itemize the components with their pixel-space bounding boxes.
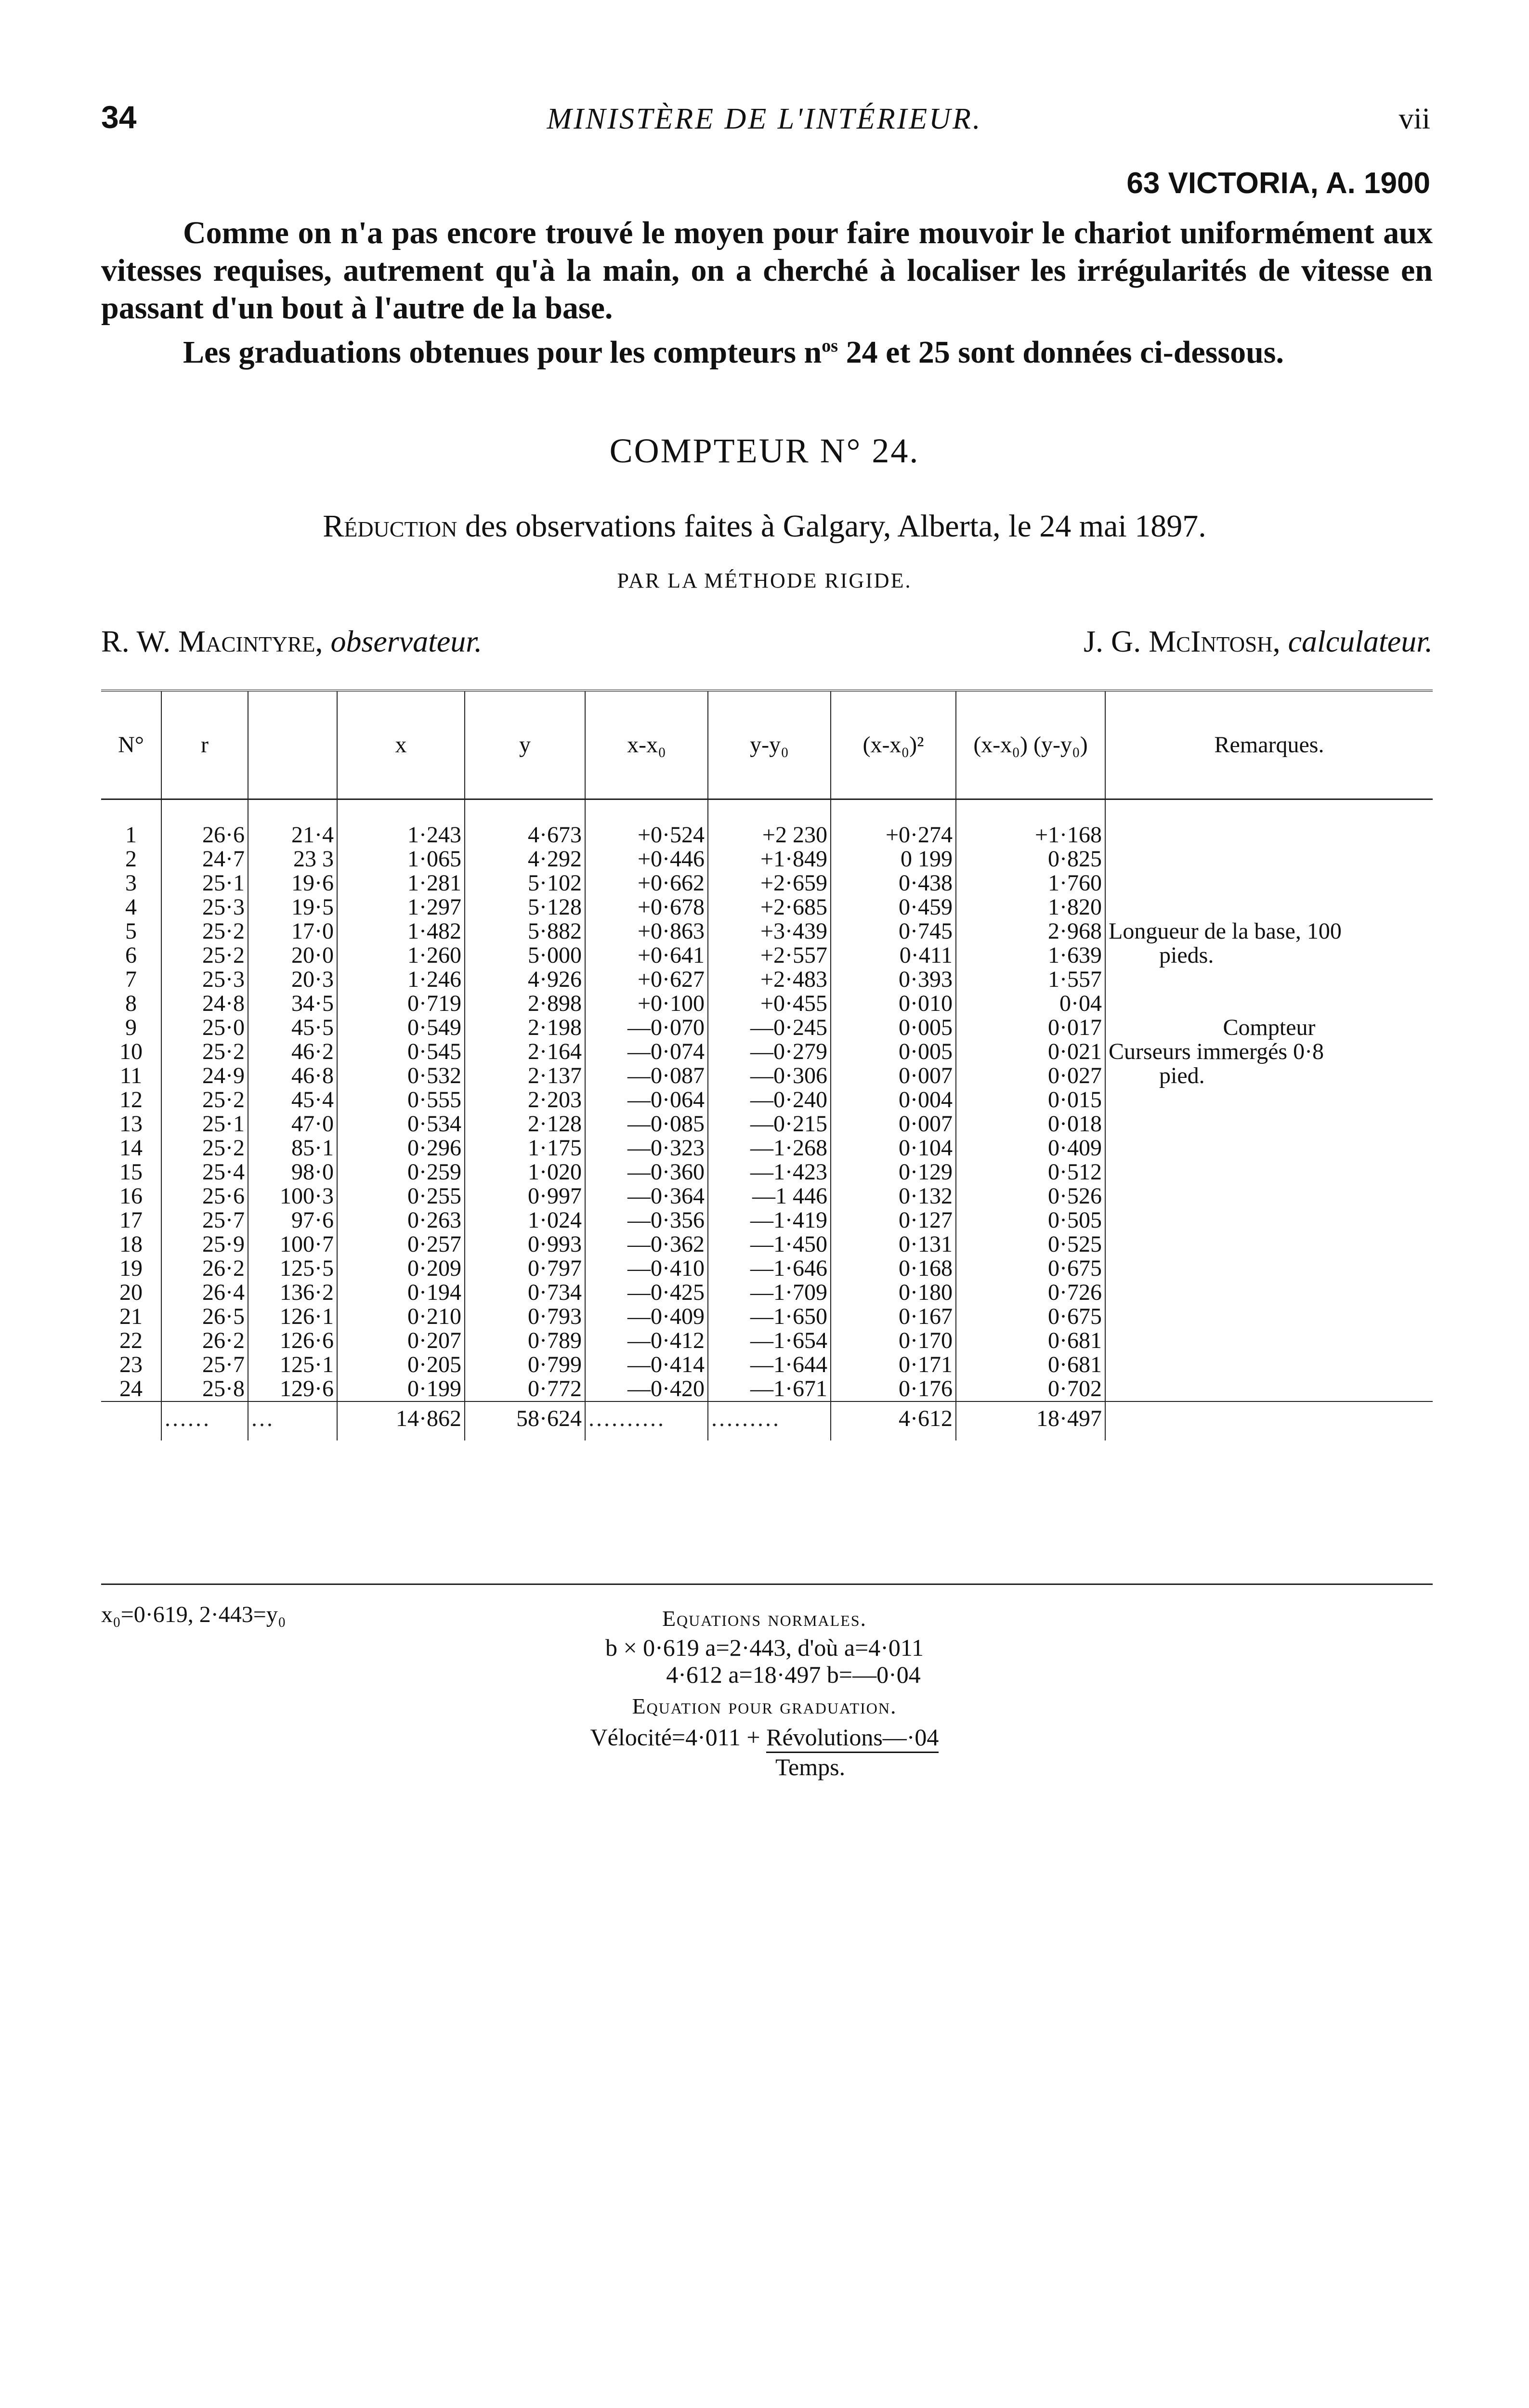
squared-value: 0·104 <box>831 1136 956 1160</box>
x-value: 0·549 <box>337 1016 465 1040</box>
x-minus-x0-value: +0·641 <box>585 943 708 968</box>
product-value: 1·820 <box>956 895 1105 919</box>
normal-equations-title-text: Equations normales. <box>662 1606 867 1631</box>
row-number: 7 <box>125 966 137 992</box>
y-minus-y0-value: —1·654 <box>708 1329 831 1353</box>
y-value: 2·137 <box>465 1064 585 1088</box>
squared-value: 0·132 <box>831 1184 956 1208</box>
totals-y-minus-y0: ......... <box>708 1401 831 1440</box>
second-value: 47·0 <box>248 1112 337 1136</box>
r-value: 25·7 <box>161 1353 248 1377</box>
product-value: 0·681 <box>956 1353 1105 1377</box>
product-value: 0·525 <box>956 1232 1105 1256</box>
row-number: 16 <box>119 1183 143 1209</box>
y-value: 2·203 <box>465 1088 585 1112</box>
squared-value: 0·459 <box>831 895 956 919</box>
table-row <box>101 823 1433 847</box>
x-minus-x0-value: +0·100 <box>585 992 708 1016</box>
y-minus-y0-value: —1·423 <box>708 1160 831 1184</box>
squared-value: 0·745 <box>831 919 956 943</box>
second-value: 85·1 <box>248 1136 337 1160</box>
x-minus-x0-value: —0·360 <box>585 1160 708 1184</box>
spacer-row <box>101 799 1433 823</box>
header-r: r <box>161 691 248 799</box>
row-number: 20 <box>119 1279 143 1305</box>
second-value: 126·6 <box>248 1329 337 1353</box>
observations-table <box>101 690 1433 1440</box>
second-value: 20·3 <box>248 968 337 992</box>
header-x: x <box>337 691 465 799</box>
y-value: 1·024 <box>465 1208 585 1232</box>
product-value: 0·675 <box>956 1305 1105 1329</box>
x-minus-x0-value: —0·410 <box>585 1256 708 1281</box>
intro-paragraph-2-sup: os <box>822 336 838 356</box>
x-value: 1·281 <box>337 871 465 895</box>
r-value: 25·2 <box>161 919 248 943</box>
totals-x-minus-x0: .......... <box>585 1401 708 1440</box>
x-value: 0·719 <box>337 992 465 1016</box>
product-value: +1·168 <box>956 823 1105 847</box>
x-value: 0·194 <box>337 1281 465 1305</box>
r-value: 25·3 <box>161 895 248 919</box>
remark-curseurs-line-1: Curseurs immergés 0·8 <box>1109 1038 1324 1064</box>
methode-subtitle: PAR LA MÉTHODE RIGIDE. <box>617 569 912 592</box>
row-number: 12 <box>119 1086 143 1112</box>
reduction-line <box>0 508 1529 545</box>
squared-value: 0·180 <box>831 1281 956 1305</box>
product-value: 0·702 <box>956 1377 1105 1401</box>
remark-compteur <box>1109 1016 1430 1040</box>
x-value: 0·259 <box>337 1160 465 1184</box>
second-value: 100·3 <box>248 1184 337 1208</box>
squared-value: 0·171 <box>831 1353 956 1377</box>
y-value: 0·799 <box>465 1353 585 1377</box>
x-value: 1·297 <box>337 895 465 919</box>
session-label: 63 VICTORIA, A. 1900 <box>1126 167 1430 200</box>
x-value: 0·205 <box>337 1353 465 1377</box>
reduction-rest: des observations faites à Galgary, Alberta, le 24 mai 1897. <box>457 509 1206 544</box>
row-number: 10 <box>119 1038 143 1064</box>
y-value: 2·198 <box>465 1016 585 1040</box>
x-minus-x0-value: +0·524 <box>585 823 708 847</box>
product-value: 2·968 <box>956 919 1105 943</box>
totals-second: ... <box>248 1401 337 1440</box>
y-minus-y0-value: +2·557 <box>708 943 831 968</box>
product-value: 0·021 <box>956 1040 1105 1064</box>
product-value: 0·017 <box>956 1016 1105 1040</box>
r-value: 25·6 <box>161 1184 248 1208</box>
compteur-title: COMPTEUR N° 24. <box>609 432 920 470</box>
totals-y: 58·624 <box>465 1401 585 1440</box>
x-minus-x0-value: —0·323 <box>585 1136 708 1160</box>
y-value: 1·175 <box>465 1136 585 1160</box>
second-value: 100·7 <box>248 1232 337 1256</box>
squared-value: 0·004 <box>831 1088 956 1112</box>
second-value: 21·4 <box>248 823 337 847</box>
x-value: 1·243 <box>337 823 465 847</box>
y-value: 5·882 <box>465 919 585 943</box>
x-value: 1·482 <box>337 919 465 943</box>
x-minus-x0-value: +0·863 <box>585 919 708 943</box>
remark-curseurs <box>1109 1040 1430 1064</box>
squared-value: 0·005 <box>831 1040 956 1064</box>
r-value: 26·5 <box>161 1305 248 1329</box>
x-value: 0·255 <box>337 1184 465 1208</box>
y-minus-y0-value: —1·646 <box>708 1256 831 1281</box>
x-minus-x0-value: +0·627 <box>585 968 708 992</box>
second-value: 46·8 <box>248 1064 337 1088</box>
x-value: 1·260 <box>337 943 465 968</box>
y-value: 1·020 <box>465 1160 585 1184</box>
y-value: 0·797 <box>465 1256 585 1281</box>
second-value: 23 3 <box>248 847 337 871</box>
row-number: 18 <box>119 1231 143 1257</box>
y-value: 0·793 <box>465 1305 585 1329</box>
remark-compteur-text: Compteur <box>1223 1014 1316 1040</box>
x-value: 1·065 <box>337 847 465 871</box>
x-minus-x0-value: —0·074 <box>585 1040 708 1064</box>
x0-note: x₀=0·619, 2·443=y₀ <box>101 1602 286 1627</box>
row-number: 19 <box>119 1255 143 1281</box>
y-minus-y0-value: —0·215 <box>708 1112 831 1136</box>
r-value: 25·2 <box>161 943 248 968</box>
squared-value: 0·393 <box>831 968 956 992</box>
graduation-title <box>0 1691 1529 1719</box>
header-product: (x-x₀) (y-y₀) <box>956 691 1105 799</box>
remark-base-line-1: Longueur de la base, 100 <box>1109 918 1342 944</box>
x-minus-x0-value: —0·356 <box>585 1208 708 1232</box>
r-value: 25·1 <box>161 1112 248 1136</box>
product-value: 0·505 <box>956 1208 1105 1232</box>
y-minus-y0-value: +1·849 <box>708 847 831 871</box>
row-number: 9 <box>125 1014 137 1040</box>
y-minus-y0-value: —1·644 <box>708 1353 831 1377</box>
y-minus-y0-value: —0·306 <box>708 1064 831 1088</box>
r-value: 25·2 <box>161 1040 248 1064</box>
second-value: 97·6 <box>248 1208 337 1232</box>
second-value: 125·1 <box>248 1353 337 1377</box>
x-minus-x0-value: —0·362 <box>585 1232 708 1256</box>
r-value: 25·2 <box>161 1136 248 1160</box>
calculator-name: J. G. McIntosh, <box>1084 624 1281 658</box>
squared-value: 0·438 <box>831 871 956 895</box>
intro-paragraph-2-end: 24 et 25 sont données ci-dessous. <box>838 335 1284 370</box>
y-value: 5·102 <box>465 871 585 895</box>
product-value: 0·526 <box>956 1184 1105 1208</box>
product-value: 0·681 <box>956 1329 1105 1353</box>
table-bottom-rule <box>101 1584 1433 1585</box>
header-y: y <box>465 691 585 799</box>
product-value: 1·639 <box>956 943 1105 968</box>
x-minus-x0-value: —0·414 <box>585 1353 708 1377</box>
totals-remarks <box>1105 1401 1433 1440</box>
squared-value: 0·167 <box>831 1305 956 1329</box>
second-value: 20·0 <box>248 943 337 968</box>
second-value: 126·1 <box>248 1305 337 1329</box>
totals-squared: 4·612 <box>831 1401 956 1440</box>
x-minus-x0-value: —0·064 <box>585 1088 708 1112</box>
totals-x: 14·862 <box>337 1401 465 1440</box>
velocity-numerator: Révolutions—·04 <box>766 1724 939 1753</box>
second-value: 125·5 <box>248 1256 337 1281</box>
product-value: 0·675 <box>956 1256 1105 1281</box>
x-minus-x0-value: —0·070 <box>585 1016 708 1040</box>
second-value: 19·6 <box>248 871 337 895</box>
y-value: 0·997 <box>465 1184 585 1208</box>
r-value: 24·8 <box>161 992 248 1016</box>
squared-value: 0·007 <box>831 1064 956 1088</box>
remark-base-line-2: pieds. <box>1159 942 1214 968</box>
x-value: 0·532 <box>337 1064 465 1088</box>
intro-paragraph-2 <box>101 327 1433 371</box>
row-number: 23 <box>119 1351 143 1377</box>
row-number: 1 <box>125 822 137 848</box>
page-number: 34 <box>101 99 137 135</box>
calculator-role: calculateur. <box>1288 624 1433 658</box>
x-minus-x0-value: —0·412 <box>585 1329 708 1353</box>
observer-credit <box>101 624 482 659</box>
second-value: 98·0 <box>248 1160 337 1184</box>
y-minus-y0-value: —1·650 <box>708 1305 831 1329</box>
section-roman-numeral: vii <box>1398 103 1430 135</box>
totals-row <box>101 1401 1433 1440</box>
header-x-minus-x0: x-x₀ <box>585 691 708 799</box>
row-number: 24 <box>119 1375 143 1401</box>
y-value: 2·128 <box>465 1112 585 1136</box>
velocity-denominator: Temps. <box>775 1754 846 1780</box>
x-minus-x0-value: —0·085 <box>585 1112 708 1136</box>
r-value: 26·6 <box>161 823 248 847</box>
intro-paragraph-2-start: Les graduations obtenues pour les compteurs n <box>183 335 822 370</box>
intro-text <box>101 214 1433 371</box>
x-minus-x0-value: —0·420 <box>585 1377 708 1401</box>
row-number: 8 <box>125 990 137 1016</box>
header-x-minus-x0-squared: (x-x₀)² <box>831 691 956 799</box>
y-value: 2·898 <box>465 992 585 1016</box>
y-value: 0·772 <box>465 1377 585 1401</box>
product-value: 1·760 <box>956 871 1105 895</box>
y-value: 5·128 <box>465 895 585 919</box>
squared-value: 0·005 <box>831 1016 956 1040</box>
y-minus-y0-value: —1·450 <box>708 1232 831 1256</box>
table-header-row <box>101 691 1433 799</box>
y-minus-y0-value: +0·455 <box>708 992 831 1016</box>
header-blank <box>248 691 337 799</box>
y-value: 5·000 <box>465 943 585 968</box>
header-no: N° <box>101 691 161 799</box>
header-y-minus-y0: y-y₀ <box>708 691 831 799</box>
r-value: 26·2 <box>161 1256 248 1281</box>
x-value: 0·199 <box>337 1377 465 1401</box>
totals-blank <box>101 1401 161 1440</box>
squared-value: 0·007 <box>831 1112 956 1136</box>
row-number: 2 <box>125 846 137 872</box>
velocity-equation <box>0 1723 1529 1751</box>
remark-base-unit <box>1109 943 1430 968</box>
calculator-credit <box>922 624 1433 659</box>
second-value: 45·5 <box>248 1016 337 1040</box>
y-value: 0·993 <box>465 1232 585 1256</box>
squared-value: +0·274 <box>831 823 956 847</box>
product-value: 1·557 <box>956 968 1105 992</box>
r-value: 24·7 <box>161 847 248 871</box>
r-value: 25·1 <box>161 871 248 895</box>
r-value: 26·4 <box>161 1281 248 1305</box>
x-minus-x0-value: +0·446 <box>585 847 708 871</box>
x-minus-x0-value: —0·087 <box>585 1064 708 1088</box>
row-number: 17 <box>119 1207 143 1233</box>
normal-equations-title <box>0 1604 1529 1632</box>
row-number: 5 <box>125 918 137 944</box>
velocity-lead: Vélocité=4·011 + <box>590 1724 767 1751</box>
x-value: 0·209 <box>337 1256 465 1281</box>
x-value: 1·246 <box>337 968 465 992</box>
remark-curseurs-line-2: pied. <box>1159 1062 1205 1088</box>
observer-role: observateur. <box>330 624 483 658</box>
x-value: 0·263 <box>337 1208 465 1232</box>
x-value: 0·555 <box>337 1088 465 1112</box>
y-value: 2·164 <box>465 1040 585 1064</box>
squared-value: 0·176 <box>831 1377 956 1401</box>
product-value: 0·512 <box>956 1160 1105 1184</box>
product-value: 0·825 <box>956 847 1105 871</box>
product-value: 0·027 <box>956 1064 1105 1088</box>
r-value: 25·4 <box>161 1160 248 1184</box>
y-minus-y0-value: +3·439 <box>708 919 831 943</box>
y-minus-y0-value: +2·659 <box>708 871 831 895</box>
x-value: 0·210 <box>337 1305 465 1329</box>
second-value: 34·5 <box>248 992 337 1016</box>
row-number: 15 <box>119 1159 143 1185</box>
row-number: 11 <box>119 1062 143 1088</box>
y-value: 4·292 <box>465 847 585 871</box>
r-value: 24·9 <box>161 1064 248 1088</box>
running-title: MINISTÈRE DE L'INTÉRIEUR. <box>547 103 982 135</box>
y-minus-y0-value: —1·709 <box>708 1281 831 1305</box>
squared-value: 0·168 <box>831 1256 956 1281</box>
x-value: 0·545 <box>337 1040 465 1064</box>
intro-paragraph-1: Comme on n'a pas encore trouvé le moyen pour faire mouvoir le chariot uniformément aux vitesses requises, autrement qu'à la main, on a cherché à localiser les irrégularités de vitesse en passant d'un bout à l'autre de la base. <box>101 215 1433 326</box>
x-minus-x0-value: —0·364 <box>585 1184 708 1208</box>
second-value: 19·5 <box>248 895 337 919</box>
y-minus-y0-value: +2 230 <box>708 823 831 847</box>
squared-value: 0 199 <box>831 847 956 871</box>
r-value: 25·8 <box>161 1377 248 1401</box>
row-number: 4 <box>125 894 137 920</box>
equation-1: b × 0·619 a=2·443, d'où a=4·011 <box>605 1634 924 1661</box>
header-remarks: Remarques. <box>1105 691 1433 799</box>
y-value: 4·926 <box>465 968 585 992</box>
y-minus-y0-value: —1·419 <box>708 1208 831 1232</box>
second-value: 17·0 <box>248 919 337 943</box>
second-value: 129·6 <box>248 1377 337 1401</box>
r-value: 25·7 <box>161 1208 248 1232</box>
x-value: 0·257 <box>337 1232 465 1256</box>
observer-name: R. W. Macintyre, <box>101 624 323 658</box>
y-minus-y0-value: —0·279 <box>708 1040 831 1064</box>
row-number: 21 <box>119 1303 143 1329</box>
equation-2: 4·612 a=18·497 b=—0·04 <box>666 1661 921 1688</box>
r-value: 25·9 <box>161 1232 248 1256</box>
second-value: 46·2 <box>248 1040 337 1064</box>
y-value: 0·789 <box>465 1329 585 1353</box>
x-value: 0·534 <box>337 1112 465 1136</box>
row-number: 3 <box>125 870 137 896</box>
y-minus-y0-value: +2·685 <box>708 895 831 919</box>
second-value: 45·4 <box>248 1088 337 1112</box>
product-value: 0·726 <box>956 1281 1105 1305</box>
y-minus-y0-value: +2·483 <box>708 968 831 992</box>
squared-value: 0·129 <box>831 1160 956 1184</box>
row-number: 6 <box>125 942 137 968</box>
graduation-title-text: Equation pour graduation. <box>632 1694 897 1718</box>
row-number: 22 <box>119 1327 143 1353</box>
reduction-lead: Réduction <box>323 509 457 544</box>
y-value: 0·734 <box>465 1281 585 1305</box>
second-value: 136·2 <box>248 1281 337 1305</box>
remarks-cell <box>1105 823 1433 1401</box>
remark-base-length <box>1109 919 1430 943</box>
r-value: 25·3 <box>161 968 248 992</box>
totals-product: 18·497 <box>956 1401 1105 1440</box>
squared-value: 0·411 <box>831 943 956 968</box>
y-minus-y0-value: —1·268 <box>708 1136 831 1160</box>
y-value: 4·673 <box>465 823 585 847</box>
y-minus-y0-value: —1·671 <box>708 1377 831 1401</box>
y-minus-y0-value: —0·245 <box>708 1016 831 1040</box>
squared-value: 0·010 <box>831 992 956 1016</box>
product-value: 0·409 <box>956 1136 1105 1160</box>
y-minus-y0-value: —0·240 <box>708 1088 831 1112</box>
product-value: 0·015 <box>956 1088 1105 1112</box>
r-value: 26·2 <box>161 1329 248 1353</box>
x-minus-x0-value: +0·662 <box>585 871 708 895</box>
x-value: 0·207 <box>337 1329 465 1353</box>
squared-value: 0·127 <box>831 1208 956 1232</box>
remark-curseurs-unit <box>1109 1064 1430 1088</box>
x-minus-x0-value: +0·678 <box>585 895 708 919</box>
x-minus-x0-value: —0·409 <box>585 1305 708 1329</box>
x-minus-x0-value: —0·425 <box>585 1281 708 1305</box>
row-number: 13 <box>119 1111 143 1137</box>
totals-r: ...... <box>161 1401 248 1440</box>
r-value: 25·2 <box>161 1088 248 1112</box>
r-value: 25·0 <box>161 1016 248 1040</box>
squared-value: 0·170 <box>831 1329 956 1353</box>
squared-value: 0·131 <box>831 1232 956 1256</box>
product-value: 0·04 <box>956 992 1105 1016</box>
y-minus-y0-value: —1 446 <box>708 1184 831 1208</box>
row-number: 14 <box>119 1135 143 1161</box>
x-value: 0·296 <box>337 1136 465 1160</box>
product-value: 0·018 <box>956 1112 1105 1136</box>
